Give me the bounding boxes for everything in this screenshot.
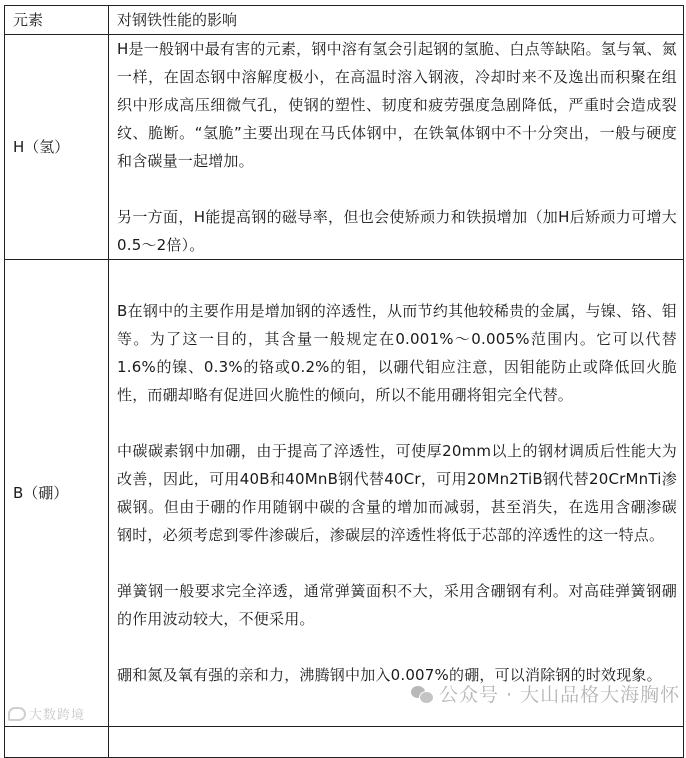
watermark-left-text: 大数跨境: [29, 708, 86, 723]
watermark-right-text: 公众号 · 大山品格大海胸怀: [439, 684, 681, 706]
effect-paragraph: 弹簧钢一般要求完全淬透，通常弹簧面积不大，采用含硼钢有利。对高硅弹簧钢硼的作用波动较大，不便采用。: [117, 582, 677, 628]
header-effect: 对钢铁性能的影响: [109, 6, 684, 35]
table-row-partial: [5, 727, 684, 758]
watermark-right: [411, 680, 680, 707]
element-effect-empty: [109, 727, 684, 758]
table-row: [5, 35, 684, 260]
table-row: [5, 260, 684, 727]
effect-paragraph: 中碳碳素钢中加硼，由于提高了淬透性，可使厚20mm以上的钢材调质后性能大为改善，因此，可用40B和40MnB钢代替40Cr，可用20Mn2TiB钢代替20CrMnTi渗碳钢。但由于硼的作用随钢中碳的含量的增加而减弱，甚至消失，在选用含硼渗碳钢时，必须考虑到零件渗碳后，渗碳层的淬透性将低于芯部的淬透性的这一特点。: [117, 442, 677, 544]
element-name: H（氢）: [5, 35, 109, 260]
effect-paragraph: 另一方面，H能提高钢的磁导率，但也会使矫顽力和铁损增加（加H后矫顽力可增大0.5～2倍）。: [117, 208, 677, 254]
effect-paragraph: H是一般钢中最有害的元素，钢中溶有氢会引起钢的氢脆、白点等缺陷。氢与氧、氮一样，在固态钢中溶解度极小，在高温时溶入钢液，冷却时来不及逸出而积聚在组织中形成高压细微气孔，使钢的塑性、韧度和疲劳强度急剧降低，严重时会造成裂纹、脆断。“氢脆”主要出现在马氏体钢中，在铁氧体钢中不十分突出，一般与硬度和含碳量一起增加。: [117, 40, 677, 170]
element-name: B（硼）: [5, 260, 109, 727]
steel-elements-table: [4, 5, 684, 758]
element-effect: [109, 35, 684, 260]
element-name-empty: [5, 727, 109, 758]
element-effect: [109, 260, 684, 727]
header-element: 元素: [5, 6, 109, 35]
table-header-row: [5, 6, 684, 35]
brand-logo-icon: [8, 707, 26, 721]
wechat-icon: [411, 685, 433, 703]
effect-paragraph: B在钢中的主要作用是增加钢的淬透性，从而节约其他较稀贵的金属，与镍、铬、钼等。为了这一目的，其含量一般规定在0.001%～0.005%范围内。它可以代替1.6%的镍、0.3%的铬或0.2%的钼，以硼代钼应注意，因钼能防止或降低回火脆性，而硼却略有促进回火脆性的倾向，所以不能用硼将钼完全代替。: [117, 302, 677, 404]
effect-paragraph: 硼和氮及氧有强的亲和力，沸腾钢中加入0.007%的硼，可以消除钢的时效现象。: [117, 666, 662, 684]
watermark-left: [8, 704, 85, 723]
